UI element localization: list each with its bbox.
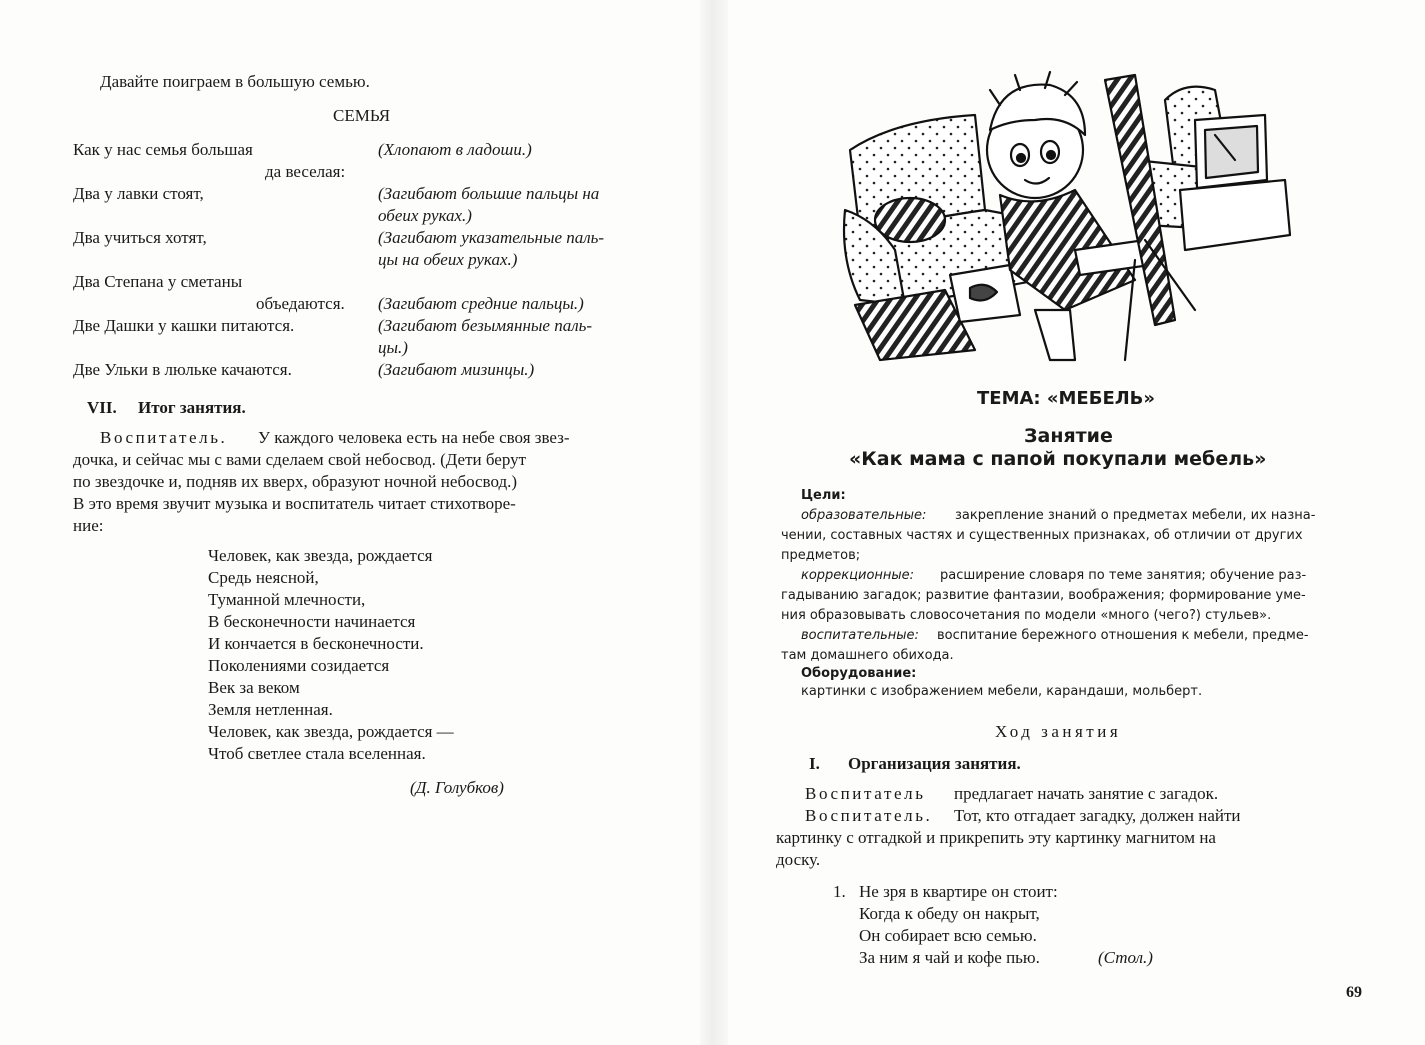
rhyme-line: да веселая: (265, 162, 346, 181)
paragraph-line: доску. (776, 850, 821, 869)
section-number: I. (809, 754, 820, 773)
rhyme-note: обеих руках.) (378, 206, 472, 225)
rhyme-note: (Загибают указательные паль- (378, 228, 605, 247)
rhyme-line: Два учиться хотят, (73, 228, 207, 247)
goal-text: расширение словаря по теме занятия; обучение раз- (940, 568, 1307, 583)
goal-text: ния образовывать словосочетания по модели «много (чего?) стульев». (781, 608, 1272, 623)
goal-type-label: образовательные: (801, 508, 927, 523)
verse-line: Век за веком (208, 678, 300, 697)
paragraph-line: В это время звучит музыка и воспитатель читает стихотворе- (73, 494, 516, 513)
goal-type-label: коррекционные: (801, 568, 915, 583)
rhyme-line: Два у лавки стоят, (73, 184, 204, 203)
rhyme-note: (Загибают мизинцы.) (378, 360, 535, 379)
progress-heading: Ход занятия (995, 722, 1122, 741)
goal-text: воспитание бережного отношения к мебели, предме- (937, 628, 1309, 643)
rhyme-line: объедаются. (256, 294, 345, 313)
verse-line: И кончается в бесконечности. (208, 634, 424, 653)
goal-type-label: воспитательные: (801, 628, 919, 643)
rhyme-line: Две Ульки в люльке качаются. (73, 360, 292, 379)
rhyme-line: Как у нас семья большая (73, 140, 253, 159)
speaker-label: Воспитатель. (100, 428, 228, 447)
rhyme-note: (Загибают большие пальцы на (378, 184, 600, 203)
poem-author: (Д. Голубков) (410, 778, 504, 797)
equipment-label: Оборудование: (801, 666, 917, 681)
verse-line: Человек, как звезда, рождается (208, 546, 433, 565)
riddle-answer: (Стол.) (1098, 948, 1153, 967)
verse-line: Чтоб светлее стала вселенная. (208, 744, 426, 763)
intro-line: Давайте поиграем в большую семью. (100, 72, 370, 91)
verse-line: Средь неясной, (208, 568, 319, 587)
poem-title: СЕМЬЯ (333, 106, 391, 125)
section-number: VII. (87, 398, 117, 417)
speaker-label: Воспитатель. (805, 806, 933, 825)
verse-line: Человек, как звезда, рождается — (208, 722, 454, 741)
paragraph-line: ние: (73, 516, 104, 535)
verse-line: В бесконечности начинается (208, 612, 416, 631)
goal-text: гадыванию загадок; развитие фантазии, воображения; формирование уме- (781, 588, 1306, 603)
lesson-label: Занятие (1024, 425, 1113, 447)
paragraph-line: дочка, и сейчас мы с вами сделаем свой небосвод. (Дети берут (73, 450, 527, 469)
paragraph-line: У каждого человека есть на небе своя звез- (258, 428, 570, 447)
goal-text: закрепление знаний о предметах мебели, их назна- (955, 508, 1316, 523)
rhyme-note: цы на обеих руках.) (378, 250, 518, 269)
riddle-line: За ним я чай и кофе пью. (859, 948, 1040, 967)
rhyme-line: Два Степана у сметаны (73, 272, 243, 291)
riddle-number: 1. (833, 882, 846, 901)
paragraph-line: картинку с отгадкой и прикрепить эту картинку магнитом на (776, 828, 1216, 847)
verse-line: Туманной млечности, (208, 590, 366, 609)
theme-heading: ТЕМА: «МЕБЕЛЬ» (977, 388, 1156, 409)
page-number: 69 (1346, 984, 1362, 1001)
goal-text: предметов; (781, 548, 861, 563)
section-title: Итог занятия. (138, 398, 246, 417)
rhyme-note: (Загибают безымянные паль- (378, 316, 593, 335)
paragraph-line: по звездочке и, подняв их вверх, образуют ночной небосвод.) (73, 472, 518, 491)
paragraph-line: Тот, кто отгадает загадку, должен найти (954, 806, 1241, 825)
riddle-line: Когда к обеду он накрыт, (859, 904, 1040, 923)
rhyme-note: цы.) (378, 338, 408, 357)
speaker-label: Воспитатель (805, 784, 926, 803)
goals-label: Цели: (801, 488, 846, 503)
verse-line: Земля нетленная. (208, 700, 333, 719)
rhyme-note: (Хлопают в ладоши.) (378, 140, 532, 159)
boy-furniture-illustration (835, 60, 1305, 370)
section-title: Организация занятия. (848, 754, 1021, 773)
goal-text: чении, составных частях и существенных признаках, об отличии от других (781, 528, 1303, 543)
rhyme-note: (Загибают средние пальцы.) (378, 294, 584, 313)
lesson-title: «Как мама с папой покупали мебель» (849, 448, 1267, 470)
riddle-line: Не зря в квартире он стоит: (859, 882, 1058, 901)
rhyme-line: Две Дашки у кашки питаются. (73, 316, 295, 335)
goal-text: там домашнего обихода. (781, 648, 954, 663)
verse-line: Поколениями созидается (208, 656, 390, 675)
riddle-line: Он собирает всю семью. (859, 926, 1037, 945)
book-gutter (700, 0, 728, 1045)
paragraph-line: предлагает начать занятие с загадок. (954, 784, 1219, 803)
equipment-text: картинки с изображением мебели, карандаши, мольберт. (801, 684, 1203, 699)
